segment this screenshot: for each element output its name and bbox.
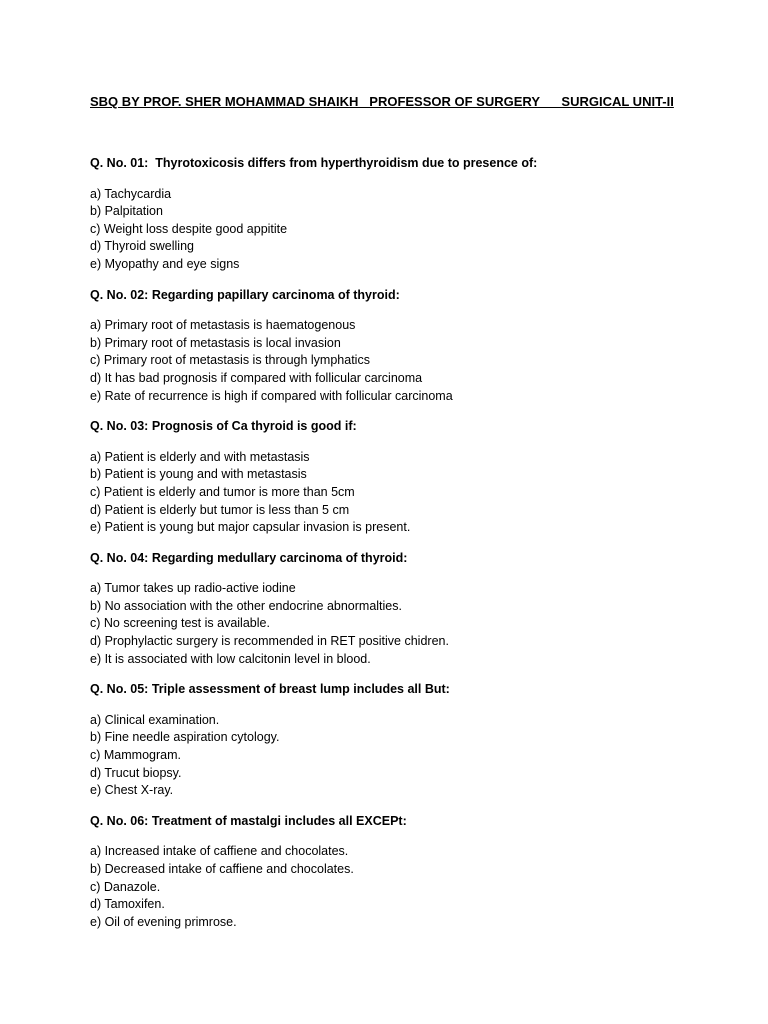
answer-option: a) Increased intake of caffiene and chocolates. xyxy=(90,844,349,859)
answer-option: e) Oil of evening primrose. xyxy=(90,914,237,929)
document-header: SBQ BY PROF. SHER MOHAMMAD SHAIKH PROFESSOR OF SURGERY SURGICAL UNIT-II xyxy=(90,94,674,109)
answer-option: b) Primary root of metastasis is local invasion xyxy=(90,335,341,350)
answer-option: e) Chest X-ray. xyxy=(90,783,174,798)
answer-option: d) Patient is elderly but tumor is less than 5 cm xyxy=(90,502,350,517)
answer-option: c) No screening test is available. xyxy=(90,616,270,631)
question-text: Q. No. 01: Thyrotoxicosis differs from hyperthyroidism due to presence of: xyxy=(90,156,538,170)
answer-option: d) Tamoxifen. xyxy=(90,897,165,912)
answer-option: c) Mammogram. xyxy=(90,748,181,763)
answer-option: d) Trucut biopsy. xyxy=(90,765,182,780)
answer-option: d) Prophylactic surgery is recommended in RET positive chidren. xyxy=(90,634,449,649)
question-block xyxy=(90,681,750,800)
answer-option: c) Danazole. xyxy=(90,879,161,894)
question-block xyxy=(90,287,750,406)
answer-option: c) Patient is elderly and tumor is more than 5cm xyxy=(90,484,355,499)
answer-option: d) It has bad prognosis if compared with follicular carcinoma xyxy=(90,370,423,385)
question-text: Q. No. 03: Prognosis of Ca thyroid is good if: xyxy=(90,419,357,434)
answer-option: b) Fine needle aspiration cytology. xyxy=(90,730,280,745)
question-text: Q. No. 04: Regarding medullary carcinoma of thyroid: xyxy=(90,550,408,565)
question-list xyxy=(90,155,750,944)
answer-option: a) Primary root of metastasis is haematogenous xyxy=(90,318,356,333)
question-block xyxy=(90,813,750,932)
answer-option: b) Palpitation xyxy=(90,204,163,219)
answer-option: e) Patient is young but major capsular invasion is present. xyxy=(90,520,411,535)
question-block xyxy=(90,155,750,274)
answer-option: a) Clinical examination. xyxy=(90,712,220,727)
answer-option: b) No association with the other endocrine abnormalties. xyxy=(90,598,402,613)
answer-option: c) Primary root of metastasis is through lymphatics xyxy=(90,353,370,368)
question-block xyxy=(90,550,750,669)
answer-option: e) Rate of recurrence is high if compared with follicular carcinoma xyxy=(90,388,453,403)
answer-option: c) Weight loss despite good appitite xyxy=(90,221,288,236)
answer-option: b) Patient is young and with metastasis xyxy=(90,467,307,482)
question-text: Q. No. 02: Regarding papillary carcinoma of thyroid: xyxy=(90,287,400,302)
answer-option: a) Patient is elderly and with metastasis xyxy=(90,449,310,464)
answer-option: b) Decreased intake of caffiene and chocolates. xyxy=(90,862,354,876)
answer-option: e) Myopathy and eye signs xyxy=(90,256,240,271)
question-text: Q. No. 06: Treatment of mastalgi includes all EXCEPt: xyxy=(90,813,407,828)
answer-option: a) Tachycardia xyxy=(90,186,172,201)
answer-option: e) It is associated with low calcitonin level in blood. xyxy=(90,651,371,666)
question-block xyxy=(90,418,750,537)
answer-option: a) Tumor takes up radio-active iodine xyxy=(90,581,296,596)
question-text: Q. No. 05: Triple assessment of breast lump includes all But: xyxy=(90,682,450,697)
answer-option: d) Thyroid swelling xyxy=(90,239,194,254)
